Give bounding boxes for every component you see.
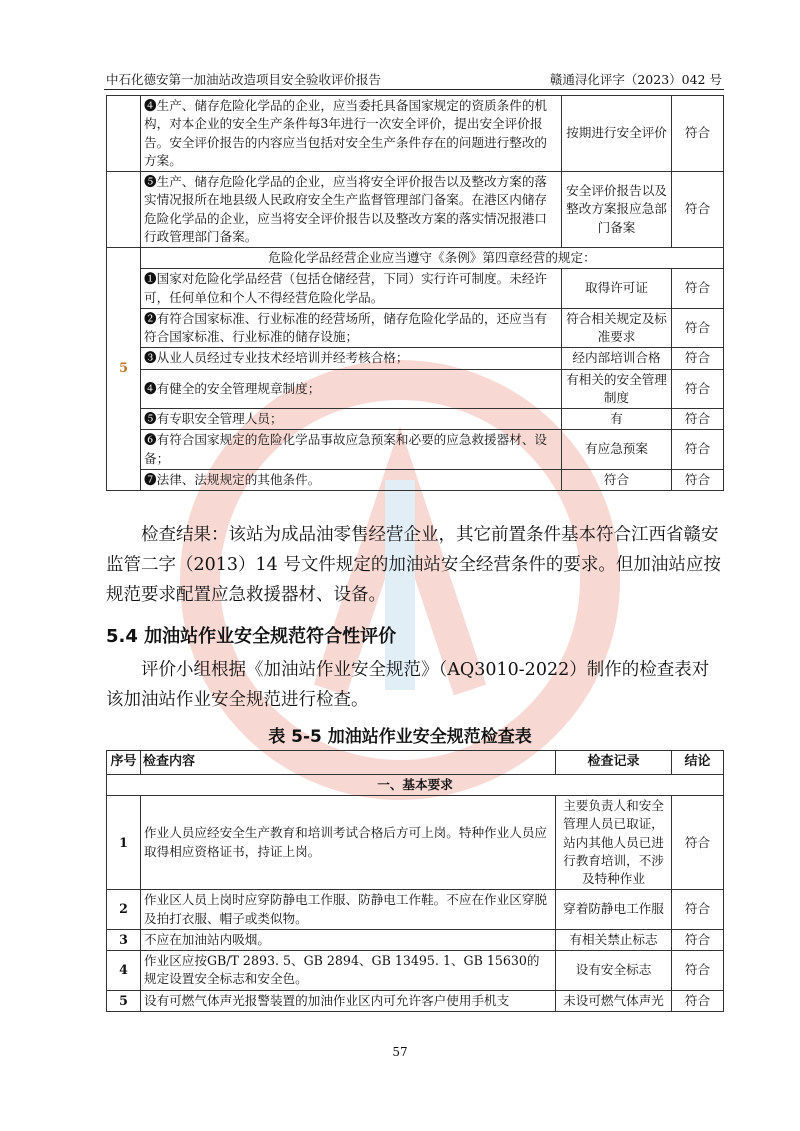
table-checklist xyxy=(106,750,724,1012)
cell-result: 符合 xyxy=(672,929,724,950)
table-row xyxy=(107,348,724,369)
cell-result: 符合 xyxy=(672,890,724,930)
row-no: 2 xyxy=(107,890,141,930)
table-row xyxy=(107,269,724,309)
cell-record: 符合 xyxy=(562,469,672,490)
cell-result: 符合 xyxy=(672,409,724,430)
table-header-row xyxy=(107,751,724,775)
cell-record: 安全评价报告以及整改方案报应急部门备案 xyxy=(562,172,672,248)
group-title: 危险化学品经营企业应当遵守《条例》第四章经营的规定： xyxy=(141,248,724,269)
cell-result: 符合 xyxy=(672,348,724,369)
cell-record: 有相关禁止标志 xyxy=(556,929,672,950)
header-left: 中石化德安第一加油站改造项目安全验收评价报告 xyxy=(106,72,382,87)
section-heading: 5.4 加油站作业安全规范符合性评价 xyxy=(106,626,397,647)
section-title: 一、基本要求 xyxy=(107,774,724,795)
row-no: 1 xyxy=(107,796,141,890)
cell-result: 符合 xyxy=(672,430,724,470)
table-row xyxy=(107,96,724,172)
cell-content: 作业区人员上岗时应穿防静电工作服、防静电工作鞋。不应在作业区穿脱及拍打衣服、帽子或类似物。 xyxy=(141,890,556,930)
table-row xyxy=(107,951,724,991)
table-row xyxy=(107,409,724,430)
row-no: 4 xyxy=(107,951,141,991)
cell-content: ❹有健全的安全管理规章制度； xyxy=(141,369,562,409)
row-no: 3 xyxy=(107,929,141,950)
table-row xyxy=(107,890,724,930)
cell-content: 不应在加油站内吸烟。 xyxy=(141,929,556,950)
cell-result: 符合 xyxy=(672,269,724,309)
intro-paragraph: 评价小组根据《加油站作业安全规范》（AQ3010-2022）制作的检查表对该加油站作业安全规范进行检查。 xyxy=(106,660,710,710)
table-row xyxy=(107,308,724,348)
table-row xyxy=(107,369,724,409)
table-row xyxy=(107,248,724,269)
cell-content: ❺生产、储存危险化学品的企业，应当将安全评价报告以及整改方案的落实情况报所在地县级人民政府安全生产监督管理部门备案。在港区内储存危险化学品的企业，应当将安全评价报告以及整改方案的落实情况报港口行政管理部门备案。 xyxy=(141,172,562,248)
cell-result: 符合 xyxy=(672,172,724,248)
table-row xyxy=(107,172,724,248)
group-number: 5 xyxy=(107,248,141,491)
result-paragraph: 检查结果：该站为成品油零售经营企业，其它前置条件基本符合江西省赣安监管二字（2013）14 号文件规定的加油站安全经营条件的要求。但加油站应按规范要求配置应急救援器材、设备。 xyxy=(106,525,721,605)
cell-content: 设有可燃气体声光报警装置的加油作业区内可允许客户使用手机支 xyxy=(141,990,556,1011)
cell-result: 符合 xyxy=(672,469,724,490)
cell-content: ❼法律、法规规定的其他条件。 xyxy=(141,469,562,490)
cell-content: ❻有符合国家规定的危险化学品事故应急预案和必要的应急救援器材、设备； xyxy=(141,430,562,470)
cell-record: 穿着防静电工作服 xyxy=(556,890,672,930)
cell-content: ❷有符合国家标准、行业标准的经营场所，储存危险化学品的，还应当有符合国家标准、行业标准的储存设施； xyxy=(141,308,562,348)
cell-result: 符合 xyxy=(672,96,724,172)
cell-content: ❶国家对危险化学品经营（包括仓储经营，下同）实行许可制度。未经许可，任何单位和个人不得经营危险化学品。 xyxy=(141,269,562,309)
table-row xyxy=(107,990,724,1011)
table-row xyxy=(107,796,724,890)
cell-content: ❹生产、储存危险化学品的企业，应当委托具备国家规定的资质条件的机构，对本企业的安全生产条件每3年进行一次安全评价，提出安全评价报告。安全评价报告的内容应当包括对安全生产条件存在的问题进行整改的方案。 xyxy=(141,96,562,172)
cell-record: 主要负责人和安全管理人员已取证，站内其他人员已进行教育培训，不涉及特种作业 xyxy=(556,796,672,890)
table-conditions xyxy=(106,95,724,491)
cell-result: 符合 xyxy=(672,308,724,348)
header-no: 序号 xyxy=(107,751,141,775)
table-row xyxy=(107,929,724,950)
cell-result: 符合 xyxy=(672,796,724,890)
cell-record: 有相关的安全管理制度 xyxy=(562,369,672,409)
cell-record: 未设可燃气体声光 xyxy=(556,990,672,1011)
page-number: 57 xyxy=(392,1045,408,1059)
table-row xyxy=(107,469,724,490)
cell-content: ❸从业人员经过专业技术经培训并经考核合格； xyxy=(141,348,562,369)
cell-result: 符合 xyxy=(672,990,724,1011)
header-content: 检查内容 xyxy=(141,751,556,775)
cell-record: 有应急预案 xyxy=(562,430,672,470)
cell-record: 按期进行安全评价 xyxy=(562,96,672,172)
cell-result: 符合 xyxy=(672,369,724,409)
header-right: 赣通浔化评字（2023）042 号 xyxy=(549,72,722,87)
cell-record: 取得许可证 xyxy=(562,269,672,309)
table-row xyxy=(107,430,724,470)
cell-record: 有 xyxy=(562,409,672,430)
cell-record: 经内部培训合格 xyxy=(562,348,672,369)
header-result: 结论 xyxy=(672,751,724,775)
section-row xyxy=(107,774,724,795)
cell-content: ❺有专职安全管理人员； xyxy=(141,409,562,430)
cell-record: 设有安全标志 xyxy=(556,951,672,991)
header-record: 检查记录 xyxy=(556,751,672,775)
header-rule xyxy=(104,89,724,90)
table-caption: 表 5-5 加油站作业安全规范检查表 xyxy=(268,727,532,747)
cell-content: 作业区应按GB/T 2893. 5、GB 2894、GB 13495. 1、GB 15630的规定设置安全标志和安全色。 xyxy=(141,951,556,991)
row-no: 5 xyxy=(107,990,141,1011)
cell-result: 符合 xyxy=(672,951,724,991)
cell-content: 作业人员应经安全生产教育和培训考试合格后方可上岗。特种作业人员应取得相应资格证书，持证上岗。 xyxy=(141,796,556,890)
cell-record: 符合相关规定及标准要求 xyxy=(562,308,672,348)
